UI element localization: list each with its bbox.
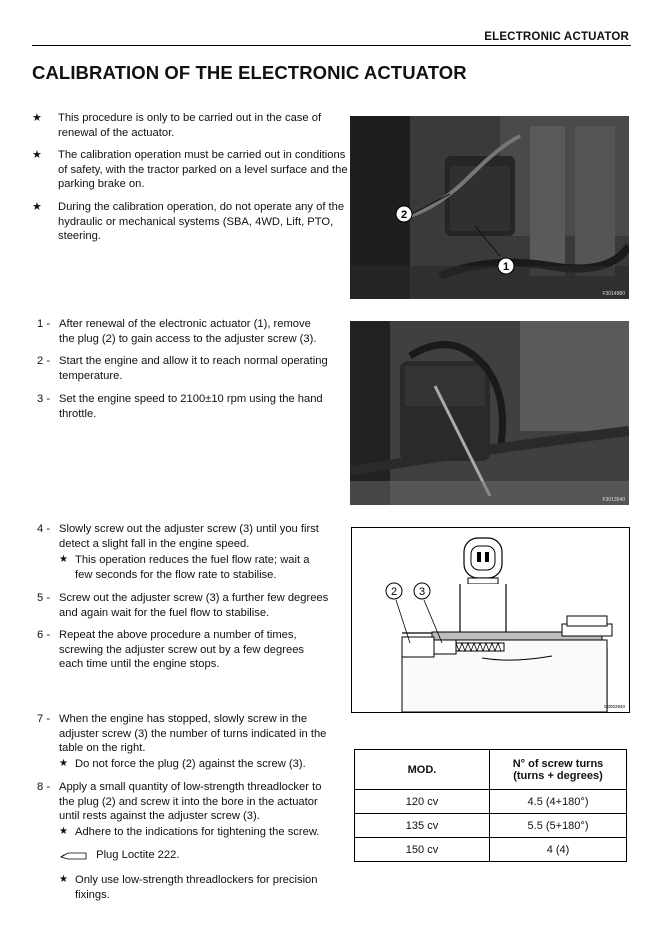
step-text: Repeat the above procedure a number of times, screwing the adjuster screw out by a few degrees each time until the engine stops. <box>59 629 305 671</box>
step-6 <box>37 628 329 672</box>
star-icon: ★ <box>32 112 42 124</box>
column-header-line: N° of screw turns <box>512 757 604 770</box>
figure-code: D0002940 <box>604 704 625 709</box>
step-text: When the engine has stopped, slowly screw in the adjuster screw (3) the number of turns indicated in the table on the right. <box>59 713 327 755</box>
star-icon: ★ <box>59 554 68 565</box>
intro-bullet-1 <box>32 111 348 140</box>
intro-text: The calibration operation must be carried out in conditions of safety, with the tractor parked on a level surface and the parking brake on. <box>58 149 348 191</box>
cell-turns: 4 (4) <box>490 838 627 862</box>
step-number: 8 - <box>37 781 51 793</box>
step-number: 2 - <box>37 355 51 367</box>
column-header-line: (turns + degrees) <box>513 769 603 782</box>
step-text: Slowly screw out the adjuster screw (3) until you first detect a slight fall in the engine speed. <box>59 523 319 550</box>
cell-mod: 135 cv <box>355 814 490 838</box>
step-1 <box>37 317 329 346</box>
step-number: 5 - <box>37 592 51 604</box>
step-8-note <box>59 825 325 840</box>
step-number: 4 - <box>37 523 51 535</box>
actuator-photo-2 <box>350 321 629 505</box>
step-number: 3 - <box>37 393 51 405</box>
step-4 <box>37 522 329 551</box>
star-icon: ★ <box>32 149 42 161</box>
step-4-note <box>59 553 325 582</box>
step-8 <box>37 780 329 824</box>
intro-text: During the calibration operation, do not operate any of the hydraulic or mechanical systems (SBA, 4WD, Lift, PTO, steering. <box>58 201 345 243</box>
actuator-section-drawing <box>352 528 629 712</box>
actuator-photo-1 <box>350 116 629 299</box>
step-text: Set the engine speed to 2100±10 rpm using the hand throttle. <box>59 393 323 420</box>
step-text: Apply a small quantity of low-strength threadlocker to the plug (2) and screw it into the bore in the actuator until rests against the adjuster screw (3). <box>59 781 322 823</box>
step-text: After renewal of the electronic actuator (1), remove the plug (2) to gain access to the adjuster screw (3). <box>59 318 317 345</box>
figure-code: F3014980 <box>602 291 625 297</box>
callout-2: 2 <box>400 209 408 221</box>
note-text: Do not force the plug (2) against the screw (3). <box>75 758 306 770</box>
column-header-mod: MOD. <box>355 750 490 790</box>
callout-2: 2 <box>390 586 398 598</box>
screw-turns-table <box>354 749 627 862</box>
note-text: Adhere to the indications for tightening the screw. <box>75 826 320 838</box>
page-title: CALIBRATION OF THE ELECTRONIC ACTUATOR <box>32 62 467 83</box>
star-icon: ★ <box>59 758 68 769</box>
note-text: Only use low-strength threadlockers for precision fixings. <box>75 874 318 901</box>
threadlocker-tube-icon <box>60 850 90 860</box>
step-number: 1 - <box>37 318 51 330</box>
cell-turns: 4.5 (4+180°) <box>490 790 627 814</box>
cell-turns: 5.5 (5+180°) <box>490 814 627 838</box>
star-icon: ★ <box>59 826 68 837</box>
callout-3: 3 <box>418 586 426 598</box>
intro-bullet-3 <box>32 200 348 244</box>
step-8-note-2 <box>59 873 325 902</box>
callout-1: 1 <box>502 261 510 273</box>
step-7-note <box>59 757 325 772</box>
step-7 <box>37 712 329 756</box>
loctite-text: Plug Loctite 222. <box>96 849 180 861</box>
step-2 <box>37 354 329 383</box>
step-3 <box>37 392 329 421</box>
column-header-turns <box>490 750 627 790</box>
intro-text: This procedure is only to be carried out in the case of renewal of the actuator. <box>58 112 322 139</box>
running-header: ELECTRONIC ACTUATOR <box>484 31 629 43</box>
table-row <box>355 838 627 862</box>
step-text: Screw out the adjuster screw (3) a further few degrees and again wait for the fuel flow to stabilise. <box>59 592 329 619</box>
table-header-row <box>355 750 627 790</box>
star-icon: ★ <box>32 201 42 213</box>
header-rule <box>32 45 631 46</box>
cell-mod: 120 cv <box>355 790 490 814</box>
table-row <box>355 814 627 838</box>
actuator-diagram <box>351 527 630 713</box>
engine-photo-illustration <box>350 116 629 299</box>
step-number: 7 - <box>37 713 51 725</box>
table-row <box>355 790 627 814</box>
loctite-line <box>60 848 320 863</box>
intro-bullet-2 <box>32 148 348 192</box>
note-text: This operation reduces the fuel flow rate; wait a few seconds for the flow rate to stabilise. <box>75 554 310 581</box>
step-number: 6 - <box>37 629 51 641</box>
star-icon: ★ <box>59 874 68 885</box>
figure-code: F3013540 <box>602 497 625 503</box>
step-text: Start the engine and allow it to reach normal operating temperature. <box>59 355 328 382</box>
step-5 <box>37 591 329 620</box>
cell-mod: 150 cv <box>355 838 490 862</box>
adjuster-photo-illustration <box>350 321 629 505</box>
